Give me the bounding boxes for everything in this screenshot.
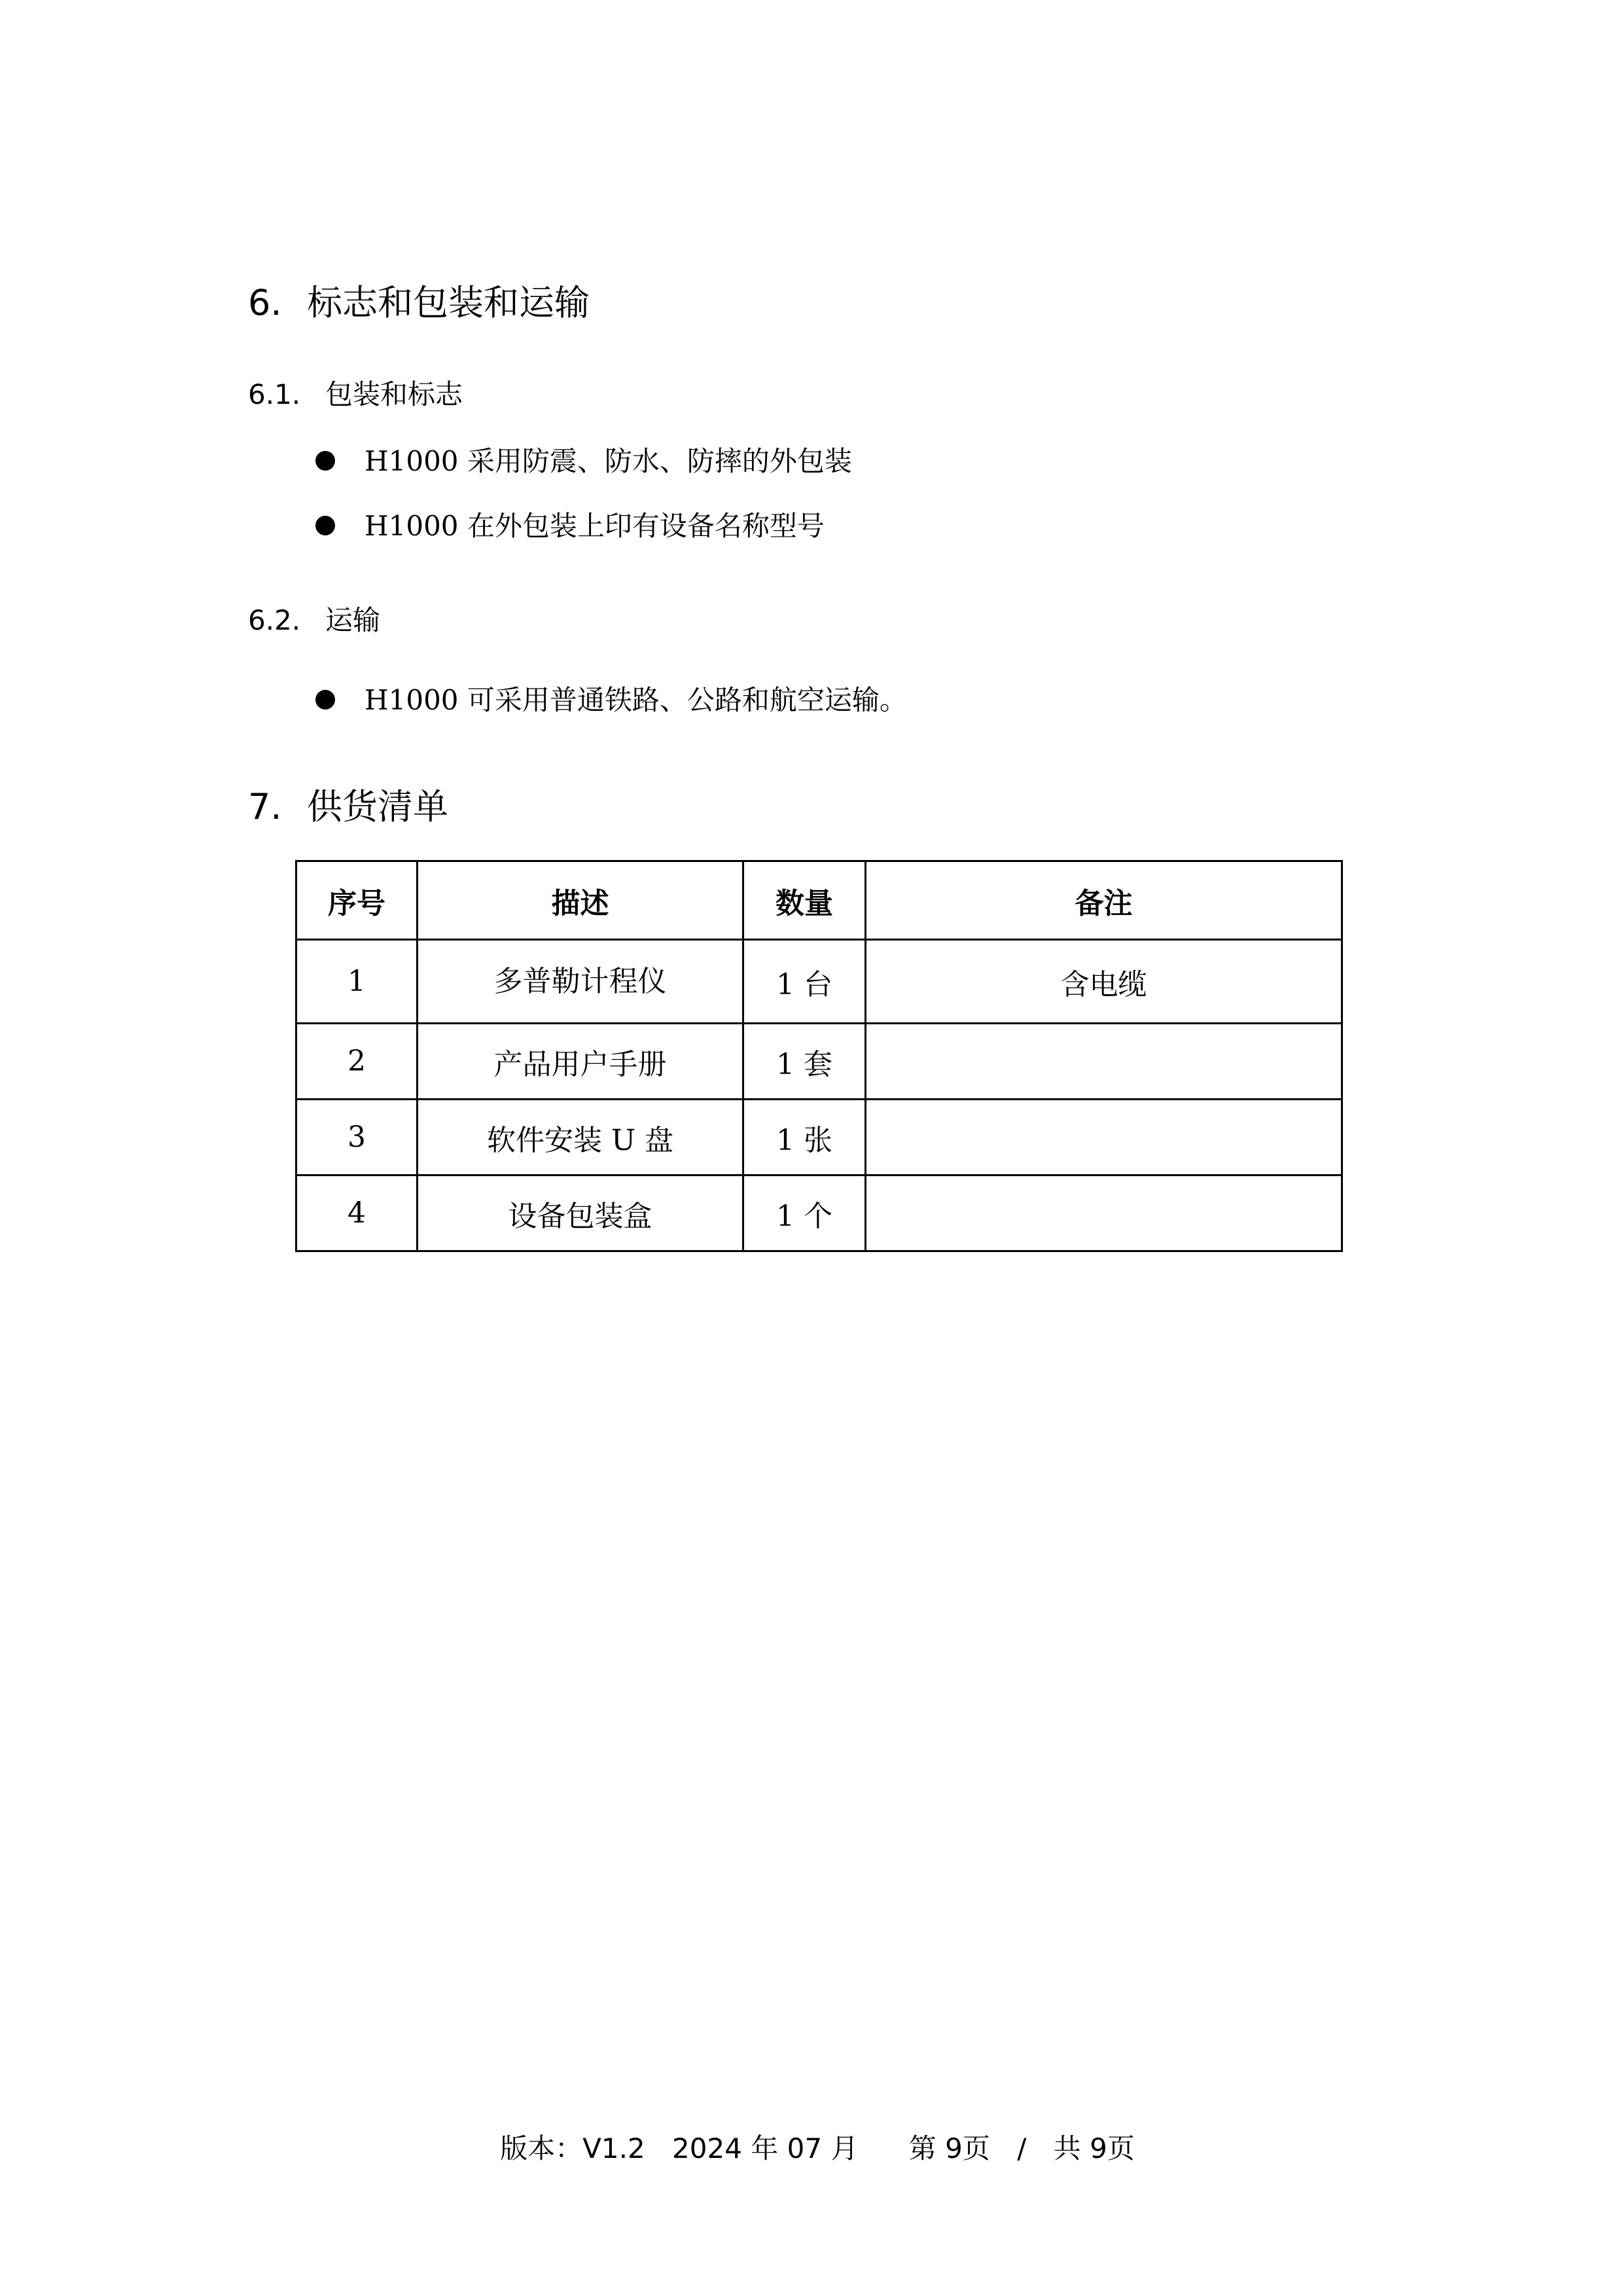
cell-remarks [866, 1175, 1342, 1251]
cell-quantity: 1 张 [743, 1100, 866, 1175]
list-item-text: H1000 采用防震、防水、防摔的外包装 [365, 445, 852, 477]
cell-description: 产品用户手册 [418, 1024, 743, 1100]
section-number: 6. [248, 282, 282, 323]
list-item-text: H1000 可采用普通铁路、公路和航空运输。 [365, 684, 907, 716]
cell-remarks [866, 1100, 1342, 1175]
bullet-icon [315, 516, 335, 535]
subsection-heading-6-1 [248, 373, 463, 412]
subsection-title: 运输 [325, 604, 381, 636]
bullet-icon [315, 451, 335, 471]
bullet-icon [315, 690, 335, 709]
list-item [315, 440, 852, 479]
page-footer [0, 2127, 1623, 2166]
header-quantity: 数量 [743, 861, 866, 940]
table-header-row [296, 861, 1342, 940]
cell-description: 设备包装盒 [418, 1175, 743, 1251]
header-index: 序号 [296, 861, 418, 940]
cell-description: 软件安装 U 盘 [418, 1100, 743, 1175]
cell-quantity: 1 个 [743, 1175, 866, 1251]
table-row [296, 940, 1342, 1024]
cell-index: 2 [296, 1024, 418, 1100]
subsection-number: 6.2. [248, 604, 301, 636]
version-label: 版本：V1.2 [500, 2132, 645, 2164]
list-item [315, 505, 825, 544]
list-item [315, 679, 907, 718]
header-remarks: 备注 [866, 861, 1342, 940]
list-item-text: H1000 在外包装上印有设备名称型号 [365, 510, 825, 542]
date-label: 2024 年 07 月 [672, 2132, 859, 2164]
cell-description: 多普勒计程仪 [418, 940, 743, 1024]
cell-remarks: 含电缆 [866, 940, 1342, 1024]
cell-index: 4 [296, 1175, 418, 1251]
table-row [296, 1100, 1342, 1175]
cell-quantity: 1 台 [743, 940, 866, 1024]
page-number: 第 9页 [908, 2132, 990, 2164]
section-title: 标志和包装和运输 [307, 282, 590, 323]
table-row [296, 1175, 1342, 1251]
page-total: 共 9页 [1053, 2132, 1135, 2164]
header-description: 描述 [418, 861, 743, 940]
subsection-title: 包装和标志 [325, 378, 463, 410]
section-heading-7 [248, 779, 448, 829]
subsection-heading-6-2 [248, 599, 380, 638]
cell-index: 1 [296, 940, 418, 1024]
section-title: 供货清单 [307, 786, 448, 827]
page-separator: / [1017, 2132, 1027, 2164]
section-heading-6 [248, 275, 590, 325]
section-number: 7. [248, 786, 282, 827]
supply-list-table [295, 860, 1343, 1252]
subsection-number: 6.1. [248, 378, 301, 410]
cell-quantity: 1 套 [743, 1024, 866, 1100]
cell-remarks [866, 1024, 1342, 1100]
cell-index: 3 [296, 1100, 418, 1175]
table-row [296, 1024, 1342, 1100]
